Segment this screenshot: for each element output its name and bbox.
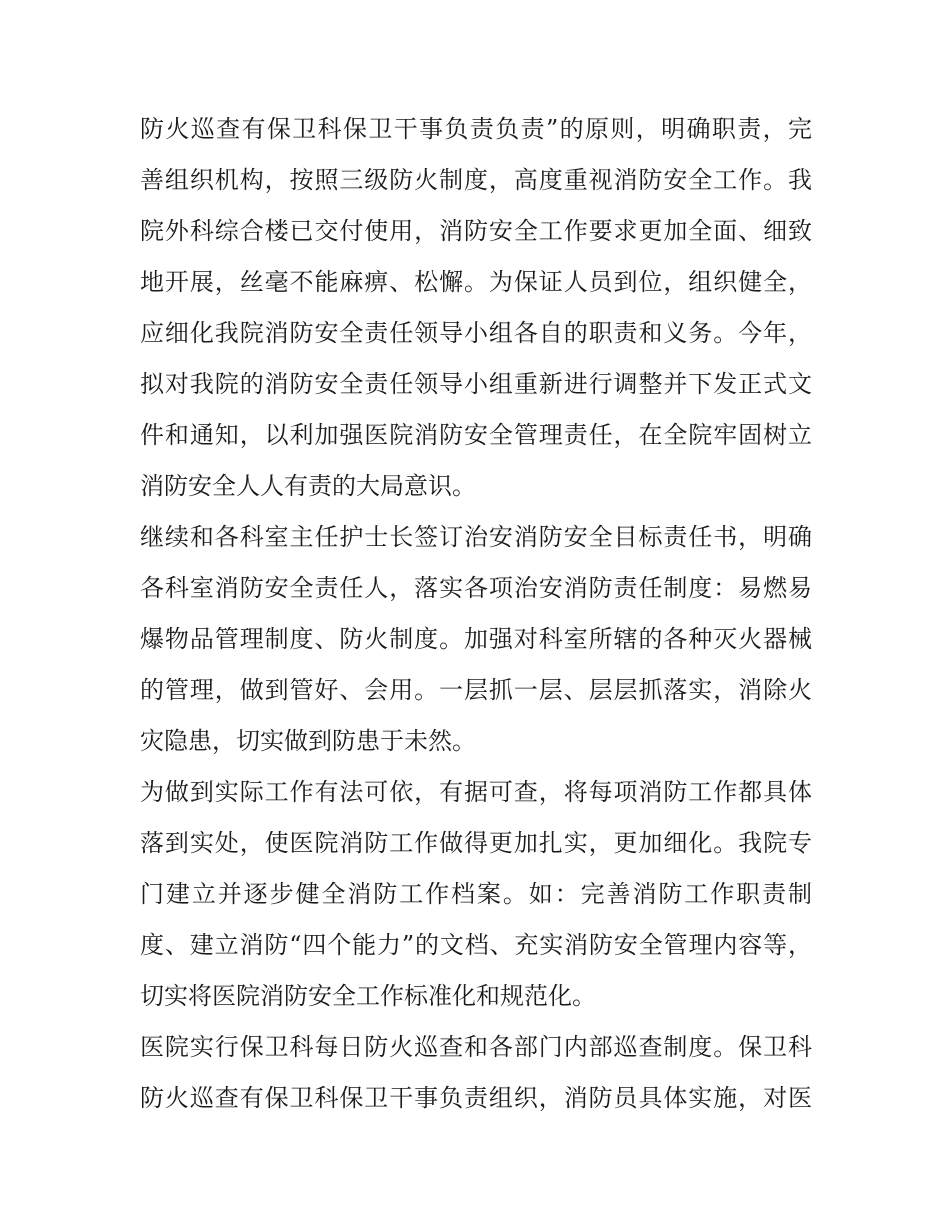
text-line: 灾隐患，切实做到防患于未然。 [140, 727, 476, 755]
text-line: 善组织机构，按照三级防火制度，高度重视消防安全工作。我 [140, 166, 812, 194]
text-line: 继续和各科室主任护士长签订治安消防安全目标责任书，明确 [140, 523, 812, 551]
text-line: 门建立并逐步健全消防工作档案。如：完善消防工作职责制 [140, 880, 812, 908]
text-line: 件和通知，以利加强医院消防安全管理责任，在全院牢固树立 [140, 421, 812, 449]
text-line: 消防安全人人有责的大局意识。 [140, 472, 476, 500]
text-line: 落到实处，使医院消防工作做得更加扎实，更加细化。我院专 [140, 829, 812, 857]
text-line: 的管理，做到管好、会用。一层抓一层、层层抓落实，消除火 [140, 676, 812, 704]
text-line: 医院实行保卫科每日防火巡查和各部门内部巡查制度。保卫科 [140, 1033, 812, 1061]
text-line: 爆物品管理制度、防火制度。加强对科室所辖的各种灭火器械 [140, 625, 812, 653]
text-line: 防火巡查有保卫科保卫干事负责负责”的原则，明确职责，完 [140, 115, 812, 143]
text-line: 拟对我院的消防安全责任领导小组重新进行调整并下发正式文 [140, 370, 812, 398]
text-line: 院外科综合楼已交付使用，消防安全工作要求更加全面、细致 [140, 217, 812, 245]
text-line: 切实将医院消防安全工作标准化和规范化。 [140, 982, 596, 1010]
text-line: 各科室消防安全责任人，落实各项治安消防责任制度：易燃易 [140, 574, 812, 602]
text-line: 防火巡查有保卫科保卫干事负责组织，消防员具体实施，对医 [140, 1084, 812, 1112]
document-body [140, 104, 812, 1124]
text-line: 度、建立消防“四个能力”的文档、充实消防安全管理内容等， [140, 931, 812, 959]
text-line: 地开展，丝毫不能麻痹、松懈。为保证人员到位，组织健全， [140, 268, 812, 296]
text-line: 应细化我院消防安全责任领导小组各自的职责和义务。今年， [140, 319, 812, 347]
text-line: 为做到实际工作有法可依，有据可查，将每项消防工作都具体 [140, 778, 812, 806]
